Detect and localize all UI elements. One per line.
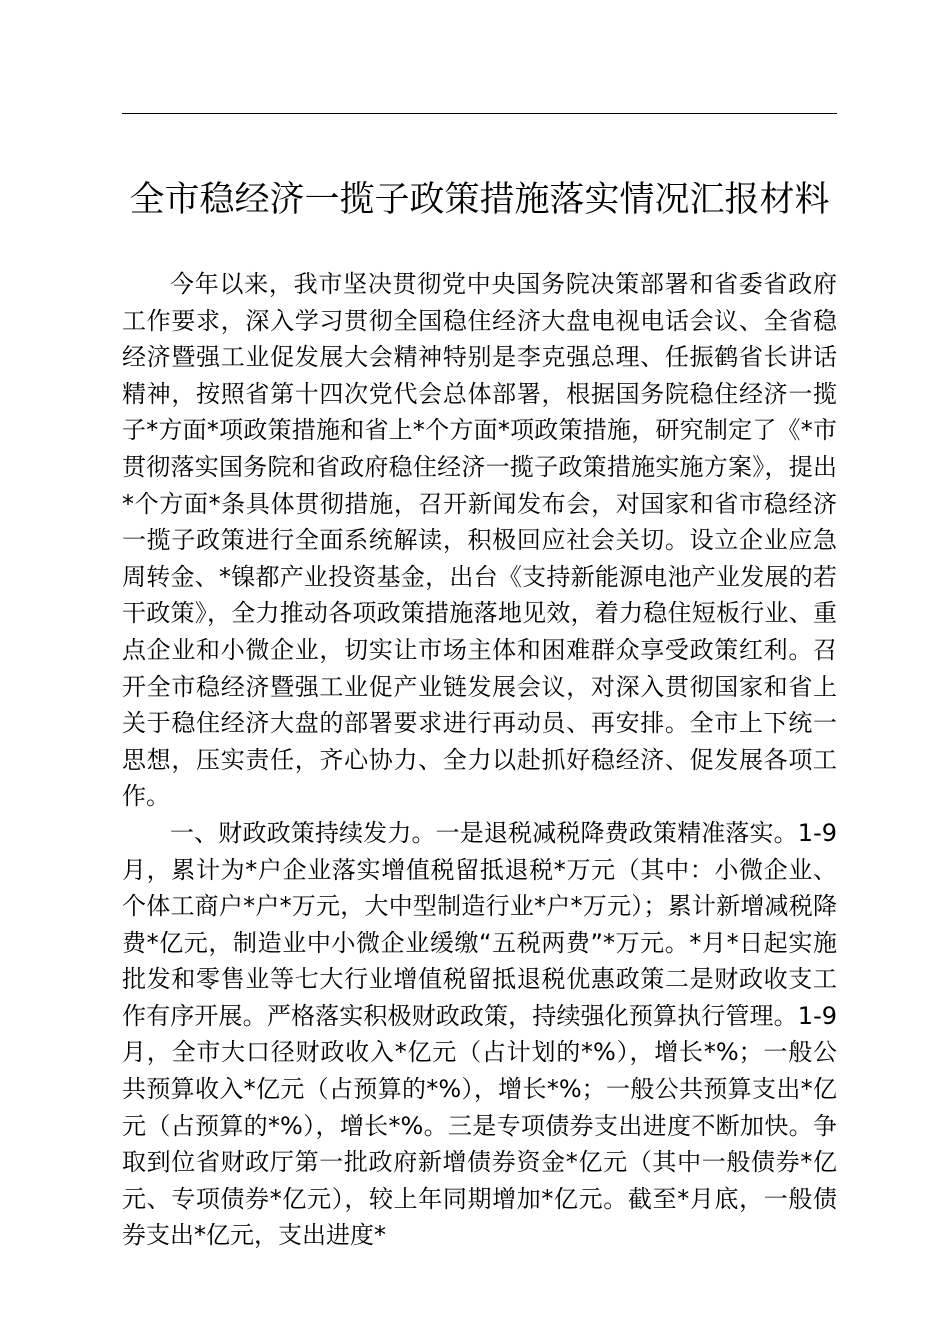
header-rule	[122, 113, 837, 114]
intro-paragraph: 今年以来，我市坚决贯彻党中央国务院决策部署和省委省政府工作要求，深入学习贯彻全国稳住经济大盘电视电话会议、全省稳经济暨强工业促发展大会精神特别是李克强总理、任振鹤省长讲话精神，按照省第十四次党代会总体部署，根据国务院稳住经济一揽子*方面*项政策措施和省上*个方面*项政策措施，研究制定了《*市贯彻落实国务院和省政府稳住经济一揽子政策措施实施方案》，提出*个方面*条具体贯彻措施，召开新闻发布会，对国家和省市稳经济一揽子政策进行全面系统解读，积极回应社会关切。设立企业应急周转金、*镍都产业投资基金，出台《支持新能源电池产业发展的若干政策》，全力推动各项政策措施落地见效，着力稳住短板行业、重点企业和小微企业，切实让市场主体和困难群众享受政策红利。召开全市稳经济暨强工业促产业链发展会议，对深入贯彻国家和省上关于稳住经济大盘的部署要求进行再动员、再安排。全市上下统一思想，压实责任，齐心协力、全力以赴抓好稳经济、促发展各项工作。	[122, 270, 837, 811]
fiscal-policy-paragraph: 一、财政政策持续发力。一是退税减税降费政策精准落实。1-9月，累计为*户企业落实增值税留抵退税*万元（其中：小微企业、个体工商户*户*万元，大中型制造行业*户*万元）；累计新增减税降费*亿元，制造业中小微企业缓缴“五税两费”*万元。*月*日起实施批发和零售业等七大行业增值税留抵退税优惠政策二是财政收支工作有序开展。严格落实积极财政政策，持续强化预算执行管理。1-9月，全市大口径财政收入*亿元（占计划的*%），增长*%；一般公共预算收入*亿元（占预算的*%），增长*%；一般公共预算支出*亿元（占预算的*%），增长*%。三是专项债券支出进度不断加快。争取到位省财政厅第一批政府新增债券资金*亿元（其中一般债券*亿元、专项债券*亿元），较上年同期增加*亿元。截至*月底，一般债券支出*亿元，支出进度*	[122, 818, 837, 1250]
document-title: 全市稳经济一揽子政策措施落实情况汇报材料	[129, 180, 830, 220]
document-body	[122, 266, 837, 1254]
